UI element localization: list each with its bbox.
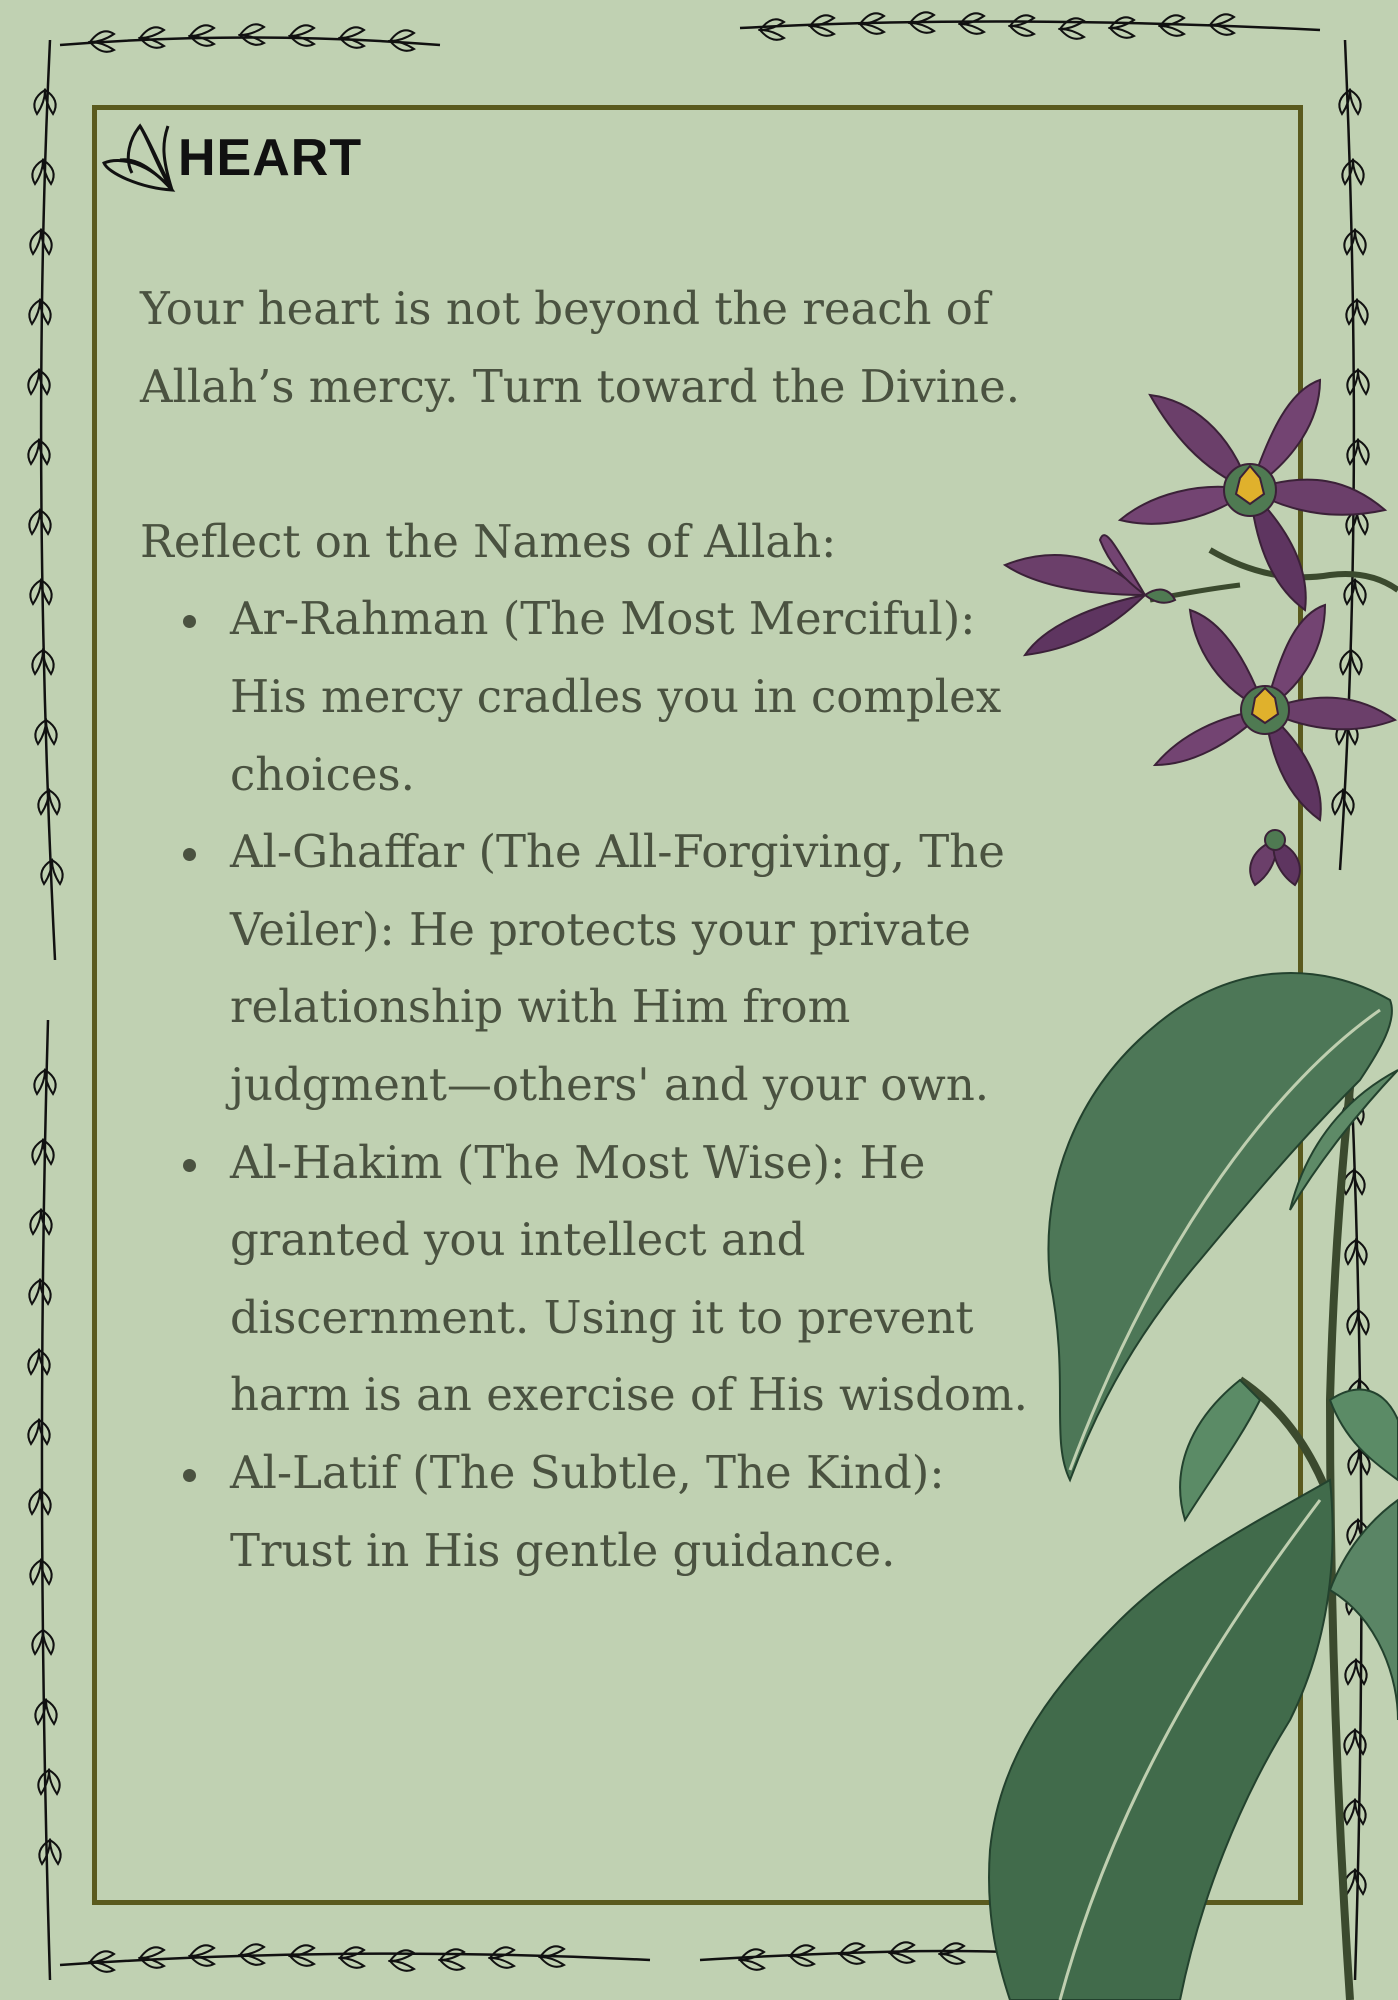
list-item: Al-Hakim (The Most Wise): He granted you intellect and discernment. Using it to prevent harm is an exercise of His wisdom. — [140, 1124, 1060, 1434]
list-item: Al-Ghaffar (The All-Forgiving, The Veiler): He protects your private relationship with Him from judgment—others' and your own. — [140, 813, 1060, 1123]
list-item: Al-Latif (The Subtle, The Kind): Trust in His gentle guidance. — [140, 1434, 1060, 1589]
intro-paragraph: Your heart is not beyond the reach of Allah’s mercy. Turn toward the Divine. — [140, 282, 1021, 413]
flower-icon — [1005, 380, 1395, 885]
list-item: Ar-Rahman (The Most Merciful): His mercy cradles you in complex choices. — [140, 580, 1060, 813]
brand-name: HEART — [178, 129, 363, 187]
reflect-heading: Reflect on the Names of Allah: — [140, 514, 837, 568]
leaf-icon — [989, 973, 1398, 2000]
